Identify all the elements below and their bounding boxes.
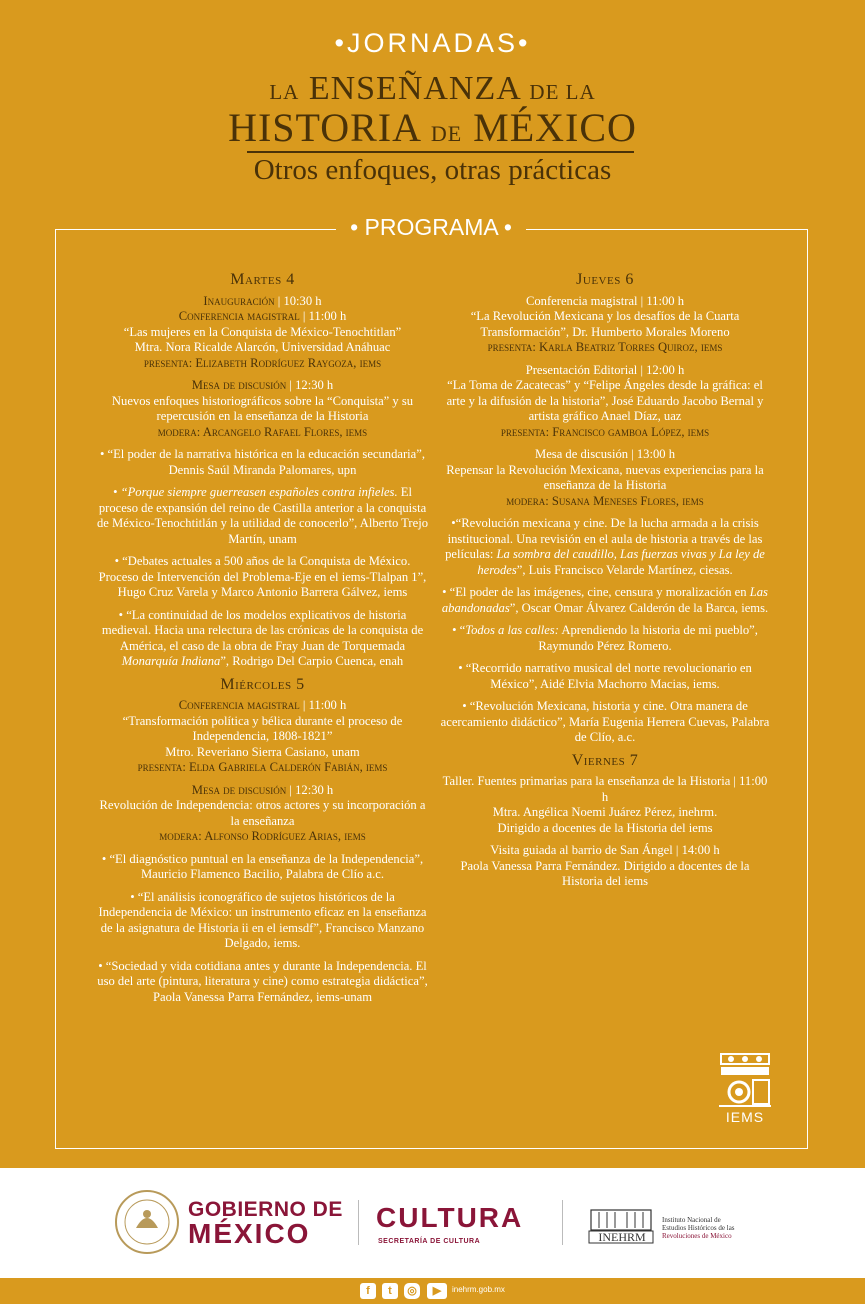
logo-divider: [358, 1200, 359, 1245]
talk-item: • “Revolución Mexicana, historia y cine. Otra manera de acercamiento didáctico”, María Eugenia Herrera Cuevas, Palabra de Clío, a.c.: [440, 699, 770, 744]
facebook-icon[interactable]: f: [360, 1283, 376, 1299]
event-block: Taller. Fuentes primarias para la enseñanza de la Historia | 11:00 h Mtra. Angélica Noemi Juárez Pérez, inehrm. Dirigido a docentes de la Historia del iems: [442, 774, 768, 835]
talk-item: • “Porque siempre guerreasen españoles contra infieles. El proceso de expansión del reino de Castilla anterior a la conquista de México-Tenochtitlán y la utilidad de conocerlo”, Alberto Trejo Martín, unam: [96, 485, 428, 546]
talk-item: • “El poder de la narrativa histórica en la educación secundaria”, Dennis Saúl Miranda Palomares, upn: [99, 447, 426, 477]
national-seal-icon: [112, 1188, 182, 1256]
talk-item: • “El análisis iconográfico de sujetos históricos de la Independencia de México: un instrumento eficaz en la enseñanza de la asignatura de Historia ii en el iemsdf”, Francisco Manzano Delgado, iems.: [98, 889, 427, 950]
event-block: Inauguración | 10:30 h Conferencia magistral | 11:00 h “Las mujeres en la Conquista de México-Tenochtitlan” Mtra. Nora Ricalde Alarcón, Universidad Anáhuac presenta: Elizabeth Rodríguez Raygoza, iems: [123, 293, 402, 370]
instagram-icon[interactable]: ◎: [404, 1283, 420, 1299]
left-column: [95, 272, 430, 1012]
event-block: Mesa de discusión | 13:00 h Repensar la Revolución Mexicana, nuevas experiencias para la enseñanza de la Historia modera: Susana Meneses Flores, iems: [446, 447, 764, 508]
title-line-2: HISTORIA DE MÉXICO: [228, 105, 637, 150]
event-block: Conferencia magistral | 11:00 h “Transformación política y bélica durante el proceso de Independencia, 1808-1821” Mtro. Reveriano Sierra Casiano, unam presenta: Elda Gabriela Calderón Fabián, iems: [122, 698, 403, 774]
event-block: Presentación Editorial | 12:00 h “La Toma de Zacatecas” y “Felipe Ángeles desde la gráfica: el arte y la difusión de la historia”, José Eduardo Jacobo Bernal y artista gráfico Anael Díaz, uaz presenta: Francisco gamboa López, iems: [446, 362, 764, 439]
day-heading-martes: Martes 4: [230, 271, 295, 288]
talk-item: • “Todos a las calles: Aprendiendo la historia de mi pueblo”, Raymundo Pérez Romero.: [452, 623, 758, 653]
talk-item: • “El poder de las imágenes, cine, censura y moralización en Las abandonadas”, Oscar Omar Álvarez Calderón de la Barca, iems.: [441, 585, 769, 615]
talk-item: •“Revolución mexicana y cine. De la lucha armada a la crisis institucional. Una revisión en el aula de historia a través de las películas: La sombra del caudillo, Las fuerzas vivas y La ley de herodes”, Luis Francisco Velarde Martínez, ciesas.: [445, 516, 765, 577]
iems-logo-label: IEMS: [725, 1109, 765, 1125]
youtube-icon[interactable]: ▶: [427, 1283, 447, 1299]
event-block: Mesa de discusión | 12:30 h Nuevos enfoques historiográficos sobre la “Conquista” y su repercusión en la enseñanza de la Historia modera: Arcangelo Rafael Flores, iems: [111, 378, 414, 439]
jornadas-heading: •JORNADAS•: [334, 28, 531, 58]
day-heading-viernes: Viernes 7: [571, 751, 639, 769]
title-line-1: LA ENSEÑANZA DE LA: [269, 70, 596, 107]
talk-item: • “El diagnóstico puntual en la enseñanza de la Independencia”, Mauricio Flamenco Bacilio, Palabra de Clío a.c.: [101, 851, 424, 881]
title-rule: [247, 151, 634, 153]
talk-item: • “Recorrido narrativo musical del norte revolucionario en México”, Aidé Elvia Machorro Macias, iems.: [458, 661, 752, 691]
cultura-subtitle: SECRETARÍA DE CULTURA: [378, 1238, 481, 1245]
subtitle: Otros enfoques, otras prácticas: [253, 154, 612, 186]
event-block: Mesa de discusión | 12:30 h Revolución de Independencia: otros actores y su incorporación a la enseñanza modera: Alfonso Rodríguez Arias, iems: [99, 782, 426, 843]
gobierno-de-mexico-logo[interactable]: GOBIERNO DE MÉXICO: [188, 1198, 343, 1249]
programa-label: • PROGRAMA •: [336, 214, 526, 241]
event-block: Visita guiada al barrio de San Ángel | 14:00 h Paola Vanessa Parra Fernández. Dirigido a docentes de la Historia del iems: [460, 843, 750, 888]
cultura-logo[interactable]: CULTURA: [376, 1202, 524, 1233]
event-block: Conferencia magistral | 11:00 h “La Revolución Mexicana y los desafíos de la Cuarta Transformación”, Dr. Humberto Morales Moreno presenta: Karla Beatriz Torres Quiroz, iems: [470, 293, 740, 354]
talk-item: • “Sociedad y vida cotidiana antes y durante la Independencia. El uso del arte (pintura, literatura y cine) como estrategia didáctica”, Paola Vanessa Parra Fernández, iems-unam: [97, 958, 428, 1004]
talk-item: • “La continuidad de los modelos explicativos de historia medieval. Hacia una relectura de las crónicas de la conquista de América, el caso de la obra de Fray Juan de Torquemada Monarquía Indiana”, Rodrigo Del Carpio Cuenca, enah: [101, 607, 424, 668]
right-column: [440, 272, 770, 897]
day-heading-miercoles: Miércoles 5: [220, 675, 305, 693]
logo-divider: [562, 1200, 563, 1245]
twitter-icon[interactable]: t: [382, 1283, 398, 1299]
inehrm-label: INEHRM: [598, 1230, 646, 1244]
website-link[interactable]: inehrm.gob.mx: [452, 1285, 505, 1294]
day-heading-jueves: Jueves 6: [576, 271, 634, 288]
talk-item: • “Debates actuales a 500 años de la Conquista de México. Proceso de Intervención del Problema-Eje en el iems-Tlalpan 1”, Hugo Cruz Varela y Marco Antonio Barrera Gálvez, iems: [98, 554, 427, 599]
inehrm-fullname: Instituto Nacional de Estudios Históricos de las Revoluciones de México: [662, 1216, 735, 1240]
